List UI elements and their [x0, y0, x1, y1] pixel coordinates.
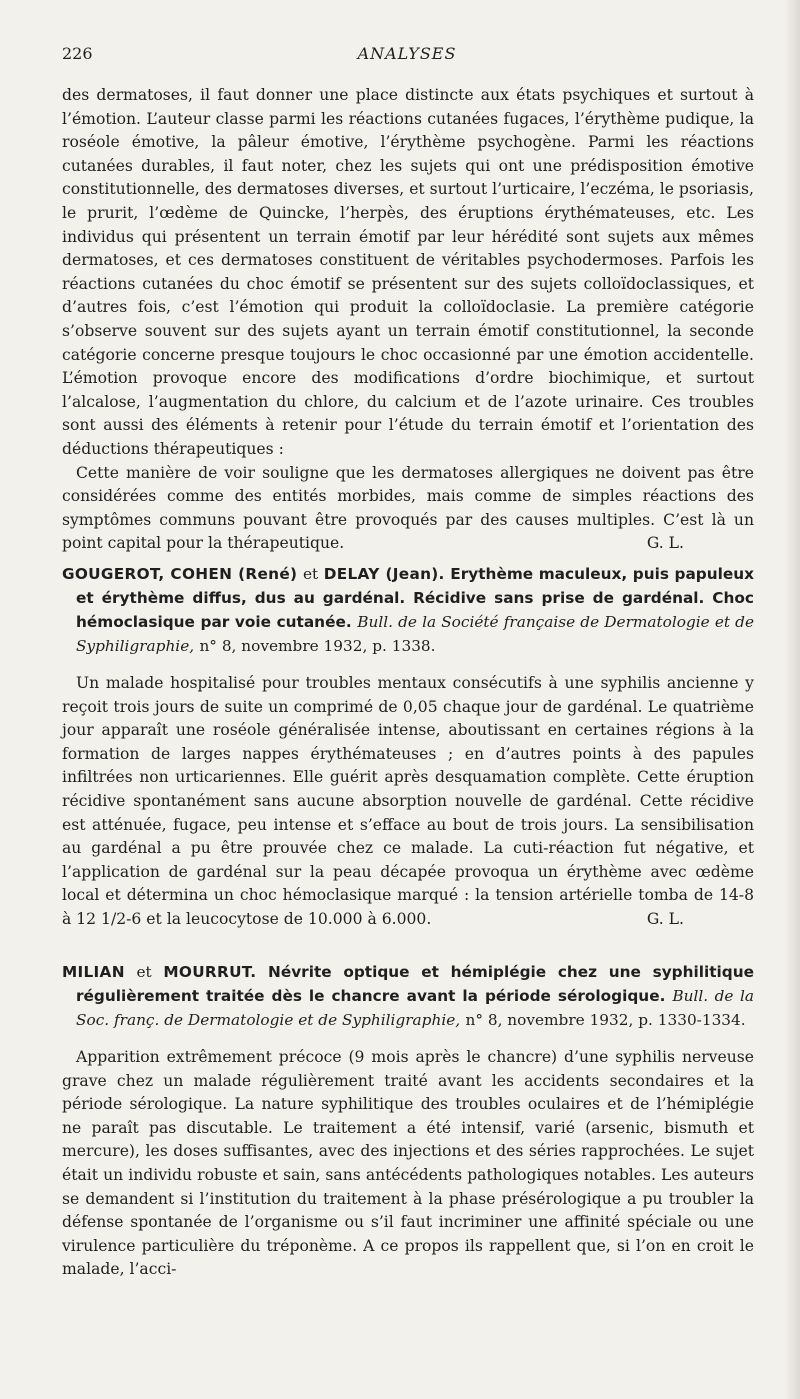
intro-paragraph-1: des dermatoses, il faut donner une place distincte aux états psychiques et surtout à l’émotion. L’auteur classe parmi les réactions cutanées fugaces, l’érythème pudique, la roséole émotive, la pâleur émotive, l’érythème psychogène. Parmi les réactions cutanées durables, il faut noter, chez les sujets qui ont une prédisposition émotive constitutionnelle, des dermatoses diverses, et surtout l’urticaire, l’eczéma, le psoriasis, le prurit, l’œdème de Quincke, l’herpès, des éruptions érythémateuses, etc. Les individus qui présentent un terrain émotif par leur hérédité sont sujets aux mêmes dermatoses, et ces dermatoses constituent de véritables psychodermoses. Parfois les réactions cutanées du choc émotif se présentent sur des sujets colloïdoclassiques, et d’autres fois, c’est l’émotion qui produit la colloïdoclasie. La première catégorie s’observe souvent sur des sujets ayant un terrain émotif constitutionnel, la seconde catégorie concerne presque toujours le choc occasionné par une émotion accidentelle. L’émotion provoque encore des modifications d’ordre biochimique, et surtout l’alcalose, l’augmentation du chlore, du calcium et de l’azote urinaire. Ces troubles sont aussi des éléments à retenir pour l’étude du terrain émotif et l’orientation des déductions thérapeutiques : — [62, 86, 754, 458]
intro-paragraph-2: Cette manière de voir souligne que les dermatoses allergiques ne doivent pas être considérées comme des entités morbides, mais comme de simples réactions des symptômes communs pouvant être provoqués par des causes multiples. C’est là un point capital pour la thérapeutique. — [62, 463, 754, 553]
article-2 — [62, 960, 754, 1282]
article-1-source: Bull. de la Société française de Dermatologie et de Syphiligraphie, — [76, 613, 755, 655]
running-title: ANALYSES — [357, 44, 457, 63]
article-1-heading — [62, 562, 754, 658]
article-2-title: Névrite optique et hémiplégie chez une syphilitique régulièrement traitée dès le chancre avant la période sérologique. — [76, 963, 755, 1005]
intro-section — [62, 84, 754, 556]
article-1-body: Un malade hospitalisé pour troubles mentaux consécutifs à une syphilis ancienne y reçoit trois jours de suite un comprimé de 0,05 chaque jour de gardénal. Le quatrième jour apparaît une roséole généralisée intense, aboutissant en certaines régions à la formation de larges nappes érythémateuses ; en d’autres points à des papules infiltrées non urticariennes. Elle guérit après desquamation complète. Cette éruption récidive spontanément sans aucune absorption nouvelle de gardénal. Cette récidive est atténuée, fugace, peu intense et s’efface au bout de trois jours. La sensibilisation au gardénal a pu être prouvée chez ce malade. La cuti-réaction fut négative, et l’application de gardénal sur la peau décapée provoqua un érythème avec œdème local et détermina un choc hémoclasique marqué : la tension artérielle tomba de 14-8 à 12 1/2-6 et la leucocytose de 10.000 à 6.000. — [62, 674, 754, 928]
article-1-signature-text: G. L. — [646, 909, 684, 928]
article-2-authors-a: MILIAN — [62, 963, 125, 981]
article-2-heading — [62, 960, 754, 1032]
article-2-ref: n° 8, novembre 1932, p. 1330-1334. — [465, 1011, 746, 1029]
article-1 — [62, 562, 754, 932]
article-1-authors-b: DELAY (Jean). — [323, 565, 445, 583]
article-1-ref: n° 8, novembre 1932, p. 1338. — [199, 637, 436, 655]
article-1-authors-a: GOUGEROT, COHEN (René) — [62, 565, 298, 583]
article-1-title: Erythème maculeux, puis papuleux et érythème diffus, dus au gardénal. Récidive sans prise de gardénal. Choc hémoclasique par voie cutanée. — [76, 565, 755, 631]
article-1-joiner: et — [302, 565, 319, 583]
intro-signature-text: G. L. — [646, 534, 684, 553]
article-2-joiner: et — [136, 963, 152, 981]
running-head — [62, 44, 752, 68]
page-edge-shadow — [784, 0, 800, 1399]
article-2-body: Apparition extrêmement précoce (9 mois après le chancre) d’une syphilis nerveuse grave chez un malade régulièrement traité avant les accidents secondaires et la période sérologique. La nature syphilitique des troubles oculaires et de l’hémiplégie ne paraît pas discutable. Le traitement a été intensif, varié (arsenic, bismuth et mercure), les doses suffisantes, avec des injections et des séries rapprochées. Le sujet était un individu robuste et sain, sans antécédents pathologiques notables. Les auteurs se demandent si l’institution du traitement à la phase présérologique a pu troubler la défense spontanée de l’organisme ou s’il faut incriminer une affinité spéciale ou une virulence particulière du tréponème. A ce propos ils rappellent que, si l’on en croit le malade, l’acci- — [62, 1048, 754, 1279]
page-number: 226 — [62, 44, 93, 63]
article-2-authors-b: MOURRUT. — [163, 963, 257, 981]
article-2-source: Bull. de la Soc. franç. de Dermatologie et de Syphiligraphie, — [76, 987, 754, 1029]
